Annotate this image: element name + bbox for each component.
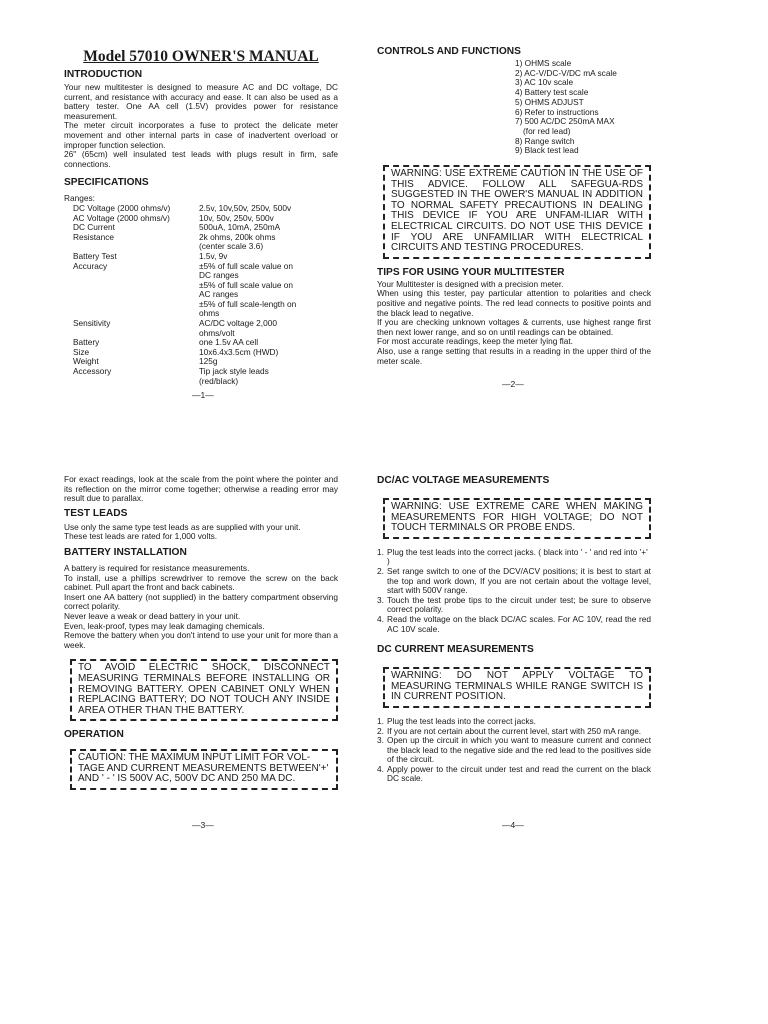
control-item: 5) OHMS ADJUST: [515, 96, 584, 107]
spec-value: ohms/volt: [199, 327, 235, 338]
spec-value: 1.5v, 9v: [199, 250, 228, 261]
spec-value: 125g: [199, 356, 218, 367]
controls-heading: CONTROLS AND FUNCTIONS: [377, 46, 521, 57]
battery-warning-box: TO AVOID ELECTRIC SHOCK, DISCONNECT MEASURING TERMINALS BEFORE INSTALLING OR REMOVING BATTERY. OPEN CABINET ONLY WHEN REPLACING BATTERY; DO NOT TOUCH ANY INSIDE AREA OTHER THAN THE BATTERY.: [70, 659, 338, 721]
spec-value: 10x6.4x3.5cm (HWD): [199, 346, 279, 357]
spec-value: Tip jack style leads: [199, 366, 269, 377]
intro-paragraph: Your new multitester is designed to measure AC and DC voltage, DC current, and resistance with accuracy and ease. It can also be used as a battery tester. One AA cell (1.5V) provides power for resistance measurement.: [64, 82, 338, 121]
tip-paragraph: Also, use a range setting that results in a reading in the upper third of the meter scale.: [377, 345, 651, 366]
spec-value: AC ranges: [199, 289, 239, 300]
battery-body: [64, 564, 338, 650]
test-leads-heading: TEST LEADS: [64, 507, 128, 519]
tip-paragraph: When using this tester, pay particular attention to polarities and check positive and negative points. The red lead connects to positive points and the black lead to negative.: [377, 288, 651, 318]
page-number: —1—: [192, 390, 214, 400]
spec-label: [73, 271, 199, 281]
spec-label: DC Voltage (2000 ohms/v): [73, 202, 171, 213]
current-steps: [377, 717, 651, 784]
controls-list: [515, 59, 651, 156]
page-number: —4—: [502, 820, 524, 830]
introduction-body: [64, 83, 338, 169]
test-leads-line: These test leads are rated for 1,000 volts.: [64, 531, 218, 542]
spec-value: 2.5v, 10v,50v, 250v, 500v: [199, 202, 292, 213]
page-2: [377, 46, 651, 366]
control-item: 2) AC-V/DC-V/DC mA scale: [515, 67, 617, 78]
control-item: 3) AC 10v scale: [515, 77, 574, 88]
control-item: 4) Battery test scale: [515, 87, 589, 98]
voltage-step: 2. Set range switch to one of the DCV/ACV positions; it is best to start at the top and work down, If you are not certain about the voltage level, start with 500V range.: [377, 565, 651, 596]
spec-label: Accuracy: [73, 260, 108, 271]
tip-paragraph: Your Multitester is designed with a precision meter.: [377, 278, 564, 289]
spec-label: Battery: [73, 337, 100, 348]
spec-value: ±5% of full scale value on: [199, 260, 294, 271]
battery-paragraph: To install, use a phillips screwdriver to remove the screw on the back cabinet. Pull apart the front and back cabinets.: [64, 572, 338, 593]
current-step: 2. If you are not certain about the current level, start with 250 mA range.: [377, 725, 642, 736]
caution-warning-box: WARNING: USE EXTREME CAUTION IN THE USE OF THIS ADVICE. FOLLOW ALL SAFEGUA-RDS SUGGESTED IN THE OWER'S MANUAL IN ADDITION TO NORMAL SAFETY PRECAUTIONS IN DEALING THIS DEVICE IF YOU ARE UNFAM-ILIAR WITH ELECTRICAL CIRCUITS. DO NOT USE THIS DEVICE IF YOU ARE UNFAMILIAR WITH ELECTRICAL CIRCUITS AND TESTING PROCEDURES.: [383, 165, 651, 259]
page-number: —3—: [192, 820, 214, 830]
control-item: 8) Range switch: [515, 135, 575, 146]
intro-paragraph: The meter circuit incorporates a fuse to protect the delicate meter movement and other internal parts in case of inadvertent overload or improper function selection.: [64, 120, 338, 150]
spec-value: ±5% of full scale value on: [199, 279, 294, 290]
control-item: 7) 500 AC/DC 250mA MAX: [515, 116, 615, 127]
control-item: 1) OHMS scale: [515, 58, 572, 68]
spec-value: DC ranges: [199, 270, 239, 281]
page-number: —2—: [502, 379, 524, 389]
battery-installation-heading: BATTERY INSTALLATION: [64, 546, 187, 558]
specifications-table: [64, 204, 338, 386]
spec-label: DC Current: [73, 222, 115, 233]
current-warning-box: WARNING: DO NOT APPLY VOLTAGE TO MEASURING TERMINALS WHILE RANGE SWITCH IS IN CURRENT POSITION.: [383, 667, 651, 708]
spec-label: AC Voltage (2000 ohms/v): [73, 212, 170, 223]
current-step: 3. Open up the circuit in which you want to measure current and connect the black lead to the negative side and the red lead to the positives side of the circuit.: [377, 735, 651, 765]
current-step: 1. Plug the test leads into the correct jacks.: [377, 715, 536, 726]
spec-value: 10v, 50v, 250v, 500v: [199, 212, 274, 223]
manual-title: Model 57010 OWNER'S MANUAL: [83, 48, 319, 65]
operation-caution-box: CAUTION: THE MAXIMUM INPUT LIMIT FOR VOL-TAGE AND CURRENT MEASUREMENTS BETWEEN'+' AND ' - ' IS 500V AC, 500V DC AND 250 MA DC.: [70, 749, 338, 790]
spec-label: Size: [73, 346, 90, 357]
page-4: [377, 475, 651, 784]
operation-heading: OPERATION: [64, 729, 124, 741]
intro-paragraph: 26" (65cm) well insulated test leads with plugs result in firm, safe connections.: [64, 149, 338, 169]
spec-label: [73, 377, 199, 387]
page-1: [64, 48, 338, 386]
spec-label: Weight: [73, 356, 99, 367]
current-step: 4. Apply power to the circuit under test and read the current on the black DC scale.: [377, 763, 651, 784]
control-item: 6) Refer to instructions: [515, 106, 599, 117]
parallax-note: For exact readings, look at the scale from the point where the pointer and its reflection on the mirror come together; otherwise a reading error may result due to parallax.: [64, 474, 338, 504]
ranges-label: Ranges:: [64, 193, 95, 204]
spec-value: one 1.5v AA cell: [199, 337, 259, 348]
spec-label: [73, 281, 199, 291]
spec-value: ±5% of full scale-length on: [199, 298, 297, 309]
spec-label: [73, 300, 199, 310]
battery-paragraph: Even, leak-proof, types may leak damaging chemicals.: [64, 620, 265, 631]
tips-heading: TIPS FOR USING YOUR MULTITESTER: [377, 266, 565, 278]
spec-label: Battery Test: [73, 250, 117, 261]
spec-label: Resistance: [73, 231, 115, 242]
test-leads-line: Use only the same type test leads as are supplied with your unit.: [64, 521, 301, 532]
page-3: [64, 475, 338, 790]
introduction-heading: INTRODUCTION: [64, 69, 143, 80]
spec-value: ohms: [199, 308, 220, 319]
control-item: 9) Black test lead: [515, 145, 579, 156]
voltage-step: 4. Read the voltage on the black DC/AC scales. For AC 10V, read the red AC 10V scale.: [377, 613, 651, 634]
battery-paragraph: Insert one AA battery (not supplied) in the battery compartment observing correct polarity.: [64, 591, 338, 612]
spec-value: (center scale 3.6): [199, 241, 264, 252]
battery-paragraph: A battery is required for resistance measurements.: [64, 562, 250, 573]
spec-value: 500uA, 10mA, 250mA: [199, 222, 281, 233]
spec-label: Accessory: [73, 366, 112, 377]
spec-label: Sensitivity: [73, 318, 111, 329]
tip-paragraph: If you are checking unknown voltages & currents, use highest range first then next lower range, and so on until readings can be obtained.: [377, 317, 651, 337]
spec-value: (red/black): [199, 375, 239, 386]
tips-body: [377, 280, 651, 366]
spec-label: [73, 290, 199, 300]
voltage-heading: DC/AC VOLTAGE MEASUREMENTS: [377, 475, 550, 486]
battery-paragraph: Remove the battery when you don't intend to use your unit for more than a week.: [64, 630, 338, 650]
voltage-steps: [377, 548, 651, 634]
tip-paragraph: For most accurate readings, keep the meter lying flat.: [377, 336, 573, 347]
voltage-step: 1. Plug the test leads into the correct jacks. ( black into ' - ' and red into '+' ): [377, 546, 648, 567]
specifications-heading: SPECIFICATIONS: [64, 177, 149, 189]
battery-paragraph: Never leave a weak or dead battery in your unit.: [64, 610, 241, 621]
spec-value: AC/DC voltage 2,000: [199, 318, 277, 329]
voltage-step: 3. Touch the test probe tips to the circuit under test; be sure to observe correct polarity.: [377, 594, 651, 615]
current-heading: DC CURRENT MEASUREMENTS: [377, 644, 534, 656]
voltage-warning-box: WARNING: USE EXTREME CARE WHEN MAKING MEASUREMENTS FOR HIGH VOLTAGE; DO NOT TOUCH TERMINALS OR PROBE ENDS.: [383, 498, 651, 539]
control-item-note: (for red lead): [523, 125, 571, 136]
spec-value: 2k ohms, 200k ohms: [199, 231, 276, 242]
